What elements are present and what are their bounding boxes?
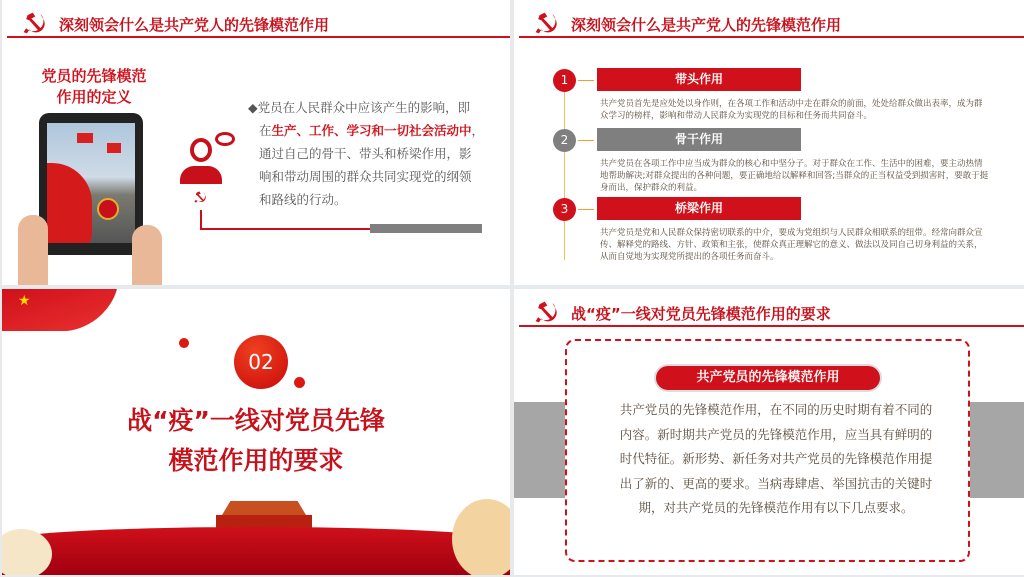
role-description: 共产党员首先是应处处以身作则，在各项工作和活动中走在群众的前面，处处给群众做出表率，成为群众学习的榜样，影响和带动人民群众为实现党的目标和任务而共同奋斗。 (600, 99, 983, 121)
slide-title: 深刻领会什么是共产党人的先锋模范作用 (59, 16, 330, 34)
section-number-badge: 02 (234, 335, 288, 389)
section-title: 战“疫”一线对党员先锋 模范作用的要求 (127, 406, 385, 475)
slide-header (7, 8, 510, 38)
step-number: 2 (553, 129, 576, 152)
definition-text: ◆党员在人民群众中应该产生的影响，即 在生产、工作、学习和一切社会活动中， 通过自己的骨干、带头和桥梁作用，影 响和带动周围的群众共同实现党的纲领 和路线的行动。 (248, 100, 485, 207)
dot (179, 338, 189, 348)
timeline-line (564, 80, 565, 260)
tablet-image (39, 113, 143, 255)
connector-line (200, 210, 372, 230)
role-description: 共产党员是党和人民群众保持密切联系的中介，要成为党组织与人民群众相联系的纽带。经常向群众宣传、解释党的路线、方针、政策和主张，使群众真正理解它的意义、做法以及同自己切身利益的关系，从而自觉地为实现党所提出的各项任务而奋斗。 (600, 228, 983, 262)
gray-bar (370, 224, 482, 233)
definition-heading: 党员的先锋模范 作用的定义 (41, 67, 147, 106)
right-hand (132, 225, 162, 285)
card-body: 共产党员的先锋模范作用，在不同的历史时期有着不同的内容。新时期共产党员的先锋模范作用，应当具有鲜明的时代特征。新形势、新任务对共产党员的先锋模范作用提出了新的、更高的要求。当病毒肆虐、举国抗击的关键时期，对共产党员的先锋模范作用有以下几点要求。 (619, 402, 933, 515)
left-hand (18, 215, 48, 285)
slide-title: 战“疫”一线对党员先锋模范作用的要求 (571, 305, 831, 323)
arrow-icon (578, 209, 594, 210)
star-icon: ★ (18, 293, 31, 309)
role-label: 骨干作用 (597, 128, 801, 151)
person-speech-icon (180, 132, 238, 188)
hammer-sickle-icon (533, 299, 559, 325)
arrow-icon (578, 80, 594, 81)
slide-2[interactable] (514, 0, 1024, 285)
slide-4[interactable] (514, 289, 1024, 575)
step-number: 3 (553, 198, 576, 221)
slide-title: 深刻领会什么是共产党人的先锋模范作用 (571, 16, 842, 34)
hammer-sickle-icon (21, 10, 47, 36)
dot (294, 377, 305, 388)
hammer-sickle-icon (193, 190, 207, 204)
hammer-sickle-icon (533, 10, 559, 36)
step-number: 1 (553, 69, 576, 92)
content-card (565, 339, 970, 562)
red-ribbon (2, 527, 510, 575)
slide-header (519, 297, 1024, 327)
role-label: 带头作用 (597, 68, 801, 91)
cloud-decoration (452, 499, 510, 575)
slide-header (519, 8, 1024, 38)
role-description: 共产党员在各项工作中应当成为群众的核心和中坚分子。对于群众在工作、生活中的困难，要主动热情地帮助解决;对群众提出的各种问题，要正确地给以解释和回答;当群众的正当权益受到损害时，要敢于挺身而出，保护群众的利益。 (600, 159, 989, 193)
slide-1[interactable] (2, 0, 510, 285)
card-pill-title: 共产党员的先锋模范作用 (656, 366, 880, 390)
slide-3[interactable] (2, 289, 510, 575)
arrow-icon (578, 140, 594, 141)
role-label: 桥梁作用 (597, 197, 801, 220)
